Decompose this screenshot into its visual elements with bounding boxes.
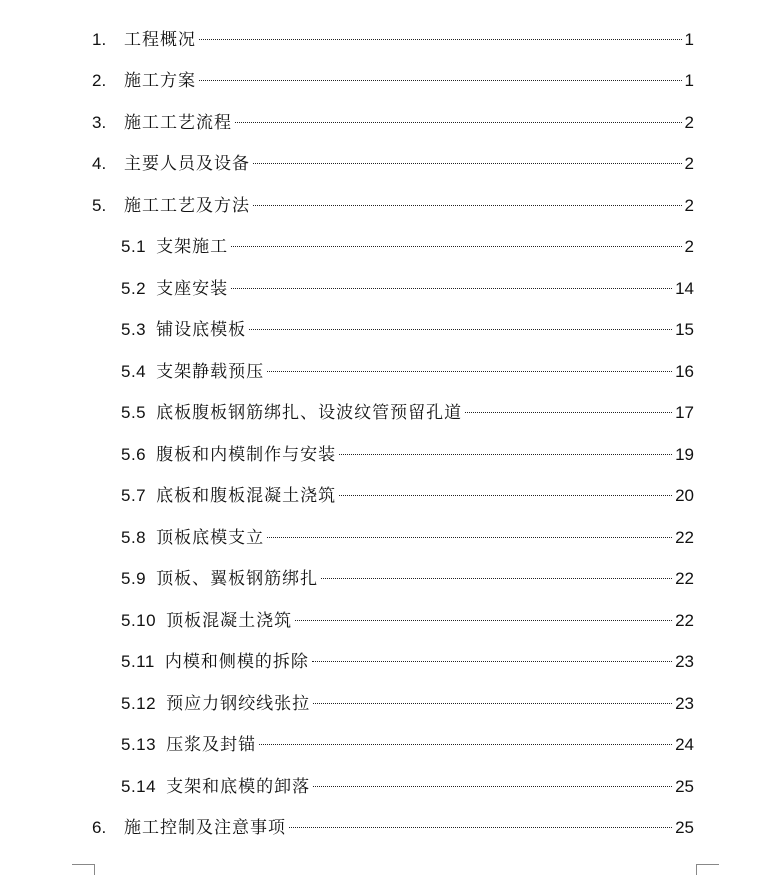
toc-page-number: 22 [675, 528, 694, 547]
dot-leader [339, 495, 672, 496]
dot-leader [289, 827, 672, 828]
dot-leader [312, 661, 672, 662]
toc-number: 3. [92, 113, 107, 132]
toc-number: 5.3 [121, 320, 147, 339]
toc-entry[interactable] [121, 440, 694, 470]
dot-leader [253, 205, 682, 206]
toc-title: 铺设底模板 [156, 320, 247, 339]
toc-entry[interactable] [121, 274, 694, 304]
toc-entry[interactable] [92, 149, 694, 179]
toc-entry[interactable] [121, 232, 694, 262]
toc-page-number: 2 [684, 154, 694, 173]
toc-entry[interactable] [121, 772, 694, 802]
toc-page-number: 1 [684, 30, 694, 49]
dot-leader [235, 122, 682, 123]
toc-entry[interactable] [92, 813, 694, 843]
toc-number: 4. [92, 154, 107, 173]
toc-page-number: 25 [675, 818, 694, 837]
toc-page-number: 2 [684, 196, 694, 215]
toc-title: 支架施工 [156, 237, 229, 256]
dot-leader [321, 578, 672, 579]
toc-number: 5.5 [121, 403, 147, 422]
toc-page-number: 17 [675, 403, 694, 422]
page-margin-corner-mark [72, 864, 95, 875]
dot-leader [231, 246, 681, 247]
toc-title: 预应力钢绞线张拉 [166, 694, 311, 713]
toc-title: 施工工艺流程 [124, 113, 232, 132]
toc-page-number: 20 [675, 486, 694, 505]
toc-entry[interactable] [121, 523, 694, 553]
toc-title: 支架静载预压 [156, 362, 265, 381]
toc-entry[interactable] [92, 66, 694, 96]
dot-leader [231, 288, 672, 289]
toc-number: 5.1 [121, 237, 147, 256]
toc-number: 5.11 [121, 652, 155, 671]
toc-title: 工程概况 [124, 30, 196, 49]
toc-title: 施工方案 [124, 71, 196, 90]
toc-page-number: 16 [675, 362, 694, 381]
toc-number: 5.14 [121, 777, 157, 796]
toc-entry[interactable] [121, 398, 694, 428]
dot-leader [339, 454, 672, 455]
toc-number: 5.10 [121, 611, 157, 630]
toc-number: 5.7 [121, 486, 147, 505]
toc-page-number: 22 [675, 611, 694, 630]
toc-title: 施工工艺及方法 [124, 196, 250, 215]
toc-title: 顶板底模支立 [156, 528, 265, 547]
dot-leader [465, 412, 672, 413]
toc-number: 5.9 [121, 569, 147, 588]
toc-entry[interactable] [92, 108, 694, 138]
toc-title: 顶板、翼板钢筋绑扎 [156, 569, 319, 588]
toc-number: 5.12 [121, 694, 157, 713]
toc-page-number: 2 [684, 237, 694, 256]
toc-page-number: 24 [675, 735, 694, 754]
dot-leader [313, 786, 672, 787]
toc-title: 施工控制及注意事项 [124, 818, 286, 837]
toc-number: 5. [92, 196, 107, 215]
dot-leader [199, 80, 682, 81]
toc-page-number: 1 [684, 71, 694, 90]
dot-leader [267, 371, 672, 372]
toc-entry[interactable] [121, 689, 694, 719]
dot-leader [267, 537, 672, 538]
toc-number: 5.4 [121, 362, 147, 381]
toc-number: 2. [92, 71, 107, 90]
dot-leader [295, 620, 672, 621]
toc-number: 6. [92, 818, 107, 837]
toc-page-number: 14 [675, 279, 694, 298]
toc-page-number: 2 [684, 113, 694, 132]
toc-title: 顶板混凝土浇筑 [166, 611, 293, 630]
toc-page-number: 19 [675, 445, 694, 464]
toc-page-number: 23 [675, 652, 694, 671]
toc-title: 内模和侧模的拆除 [164, 652, 309, 671]
dot-leader [249, 329, 672, 330]
toc-number: 5.13 [121, 735, 157, 754]
toc-number: 5.8 [121, 528, 147, 547]
toc-entry[interactable] [121, 315, 694, 345]
page-margin-corner-mark [696, 864, 719, 875]
toc-title: 支架和底模的卸落 [166, 777, 311, 796]
toc-title: 支座安装 [156, 279, 229, 298]
toc-number: 5.2 [121, 279, 147, 298]
toc-page-number: 23 [675, 694, 694, 713]
toc-entry[interactable] [92, 25, 694, 55]
toc-title: 压浆及封锚 [166, 735, 257, 754]
toc-entry[interactable] [121, 564, 694, 594]
toc-title: 底板和腹板混凝土浇筑 [156, 486, 337, 505]
toc-page-number: 22 [675, 569, 694, 588]
toc-entry[interactable] [121, 606, 694, 636]
toc-title: 主要人员及设备 [124, 154, 250, 173]
toc-entry[interactable] [121, 357, 694, 387]
toc-title: 腹板和内模制作与安装 [156, 445, 337, 464]
dot-leader [199, 39, 682, 40]
toc-entry[interactable] [92, 191, 694, 221]
toc-page-number: 15 [675, 320, 694, 339]
dot-leader [253, 163, 682, 164]
toc-number: 1. [92, 30, 107, 49]
dot-leader [313, 703, 672, 704]
toc-entry[interactable] [121, 730, 694, 760]
toc-entry[interactable] [121, 647, 694, 677]
toc-title: 底板腹板钢筋绑扎、设波纹管预留孔道 [156, 403, 463, 422]
toc-page-number: 25 [675, 777, 694, 796]
toc-number: 5.6 [121, 445, 147, 464]
dot-leader [259, 744, 672, 745]
toc-entry[interactable] [121, 481, 694, 511]
